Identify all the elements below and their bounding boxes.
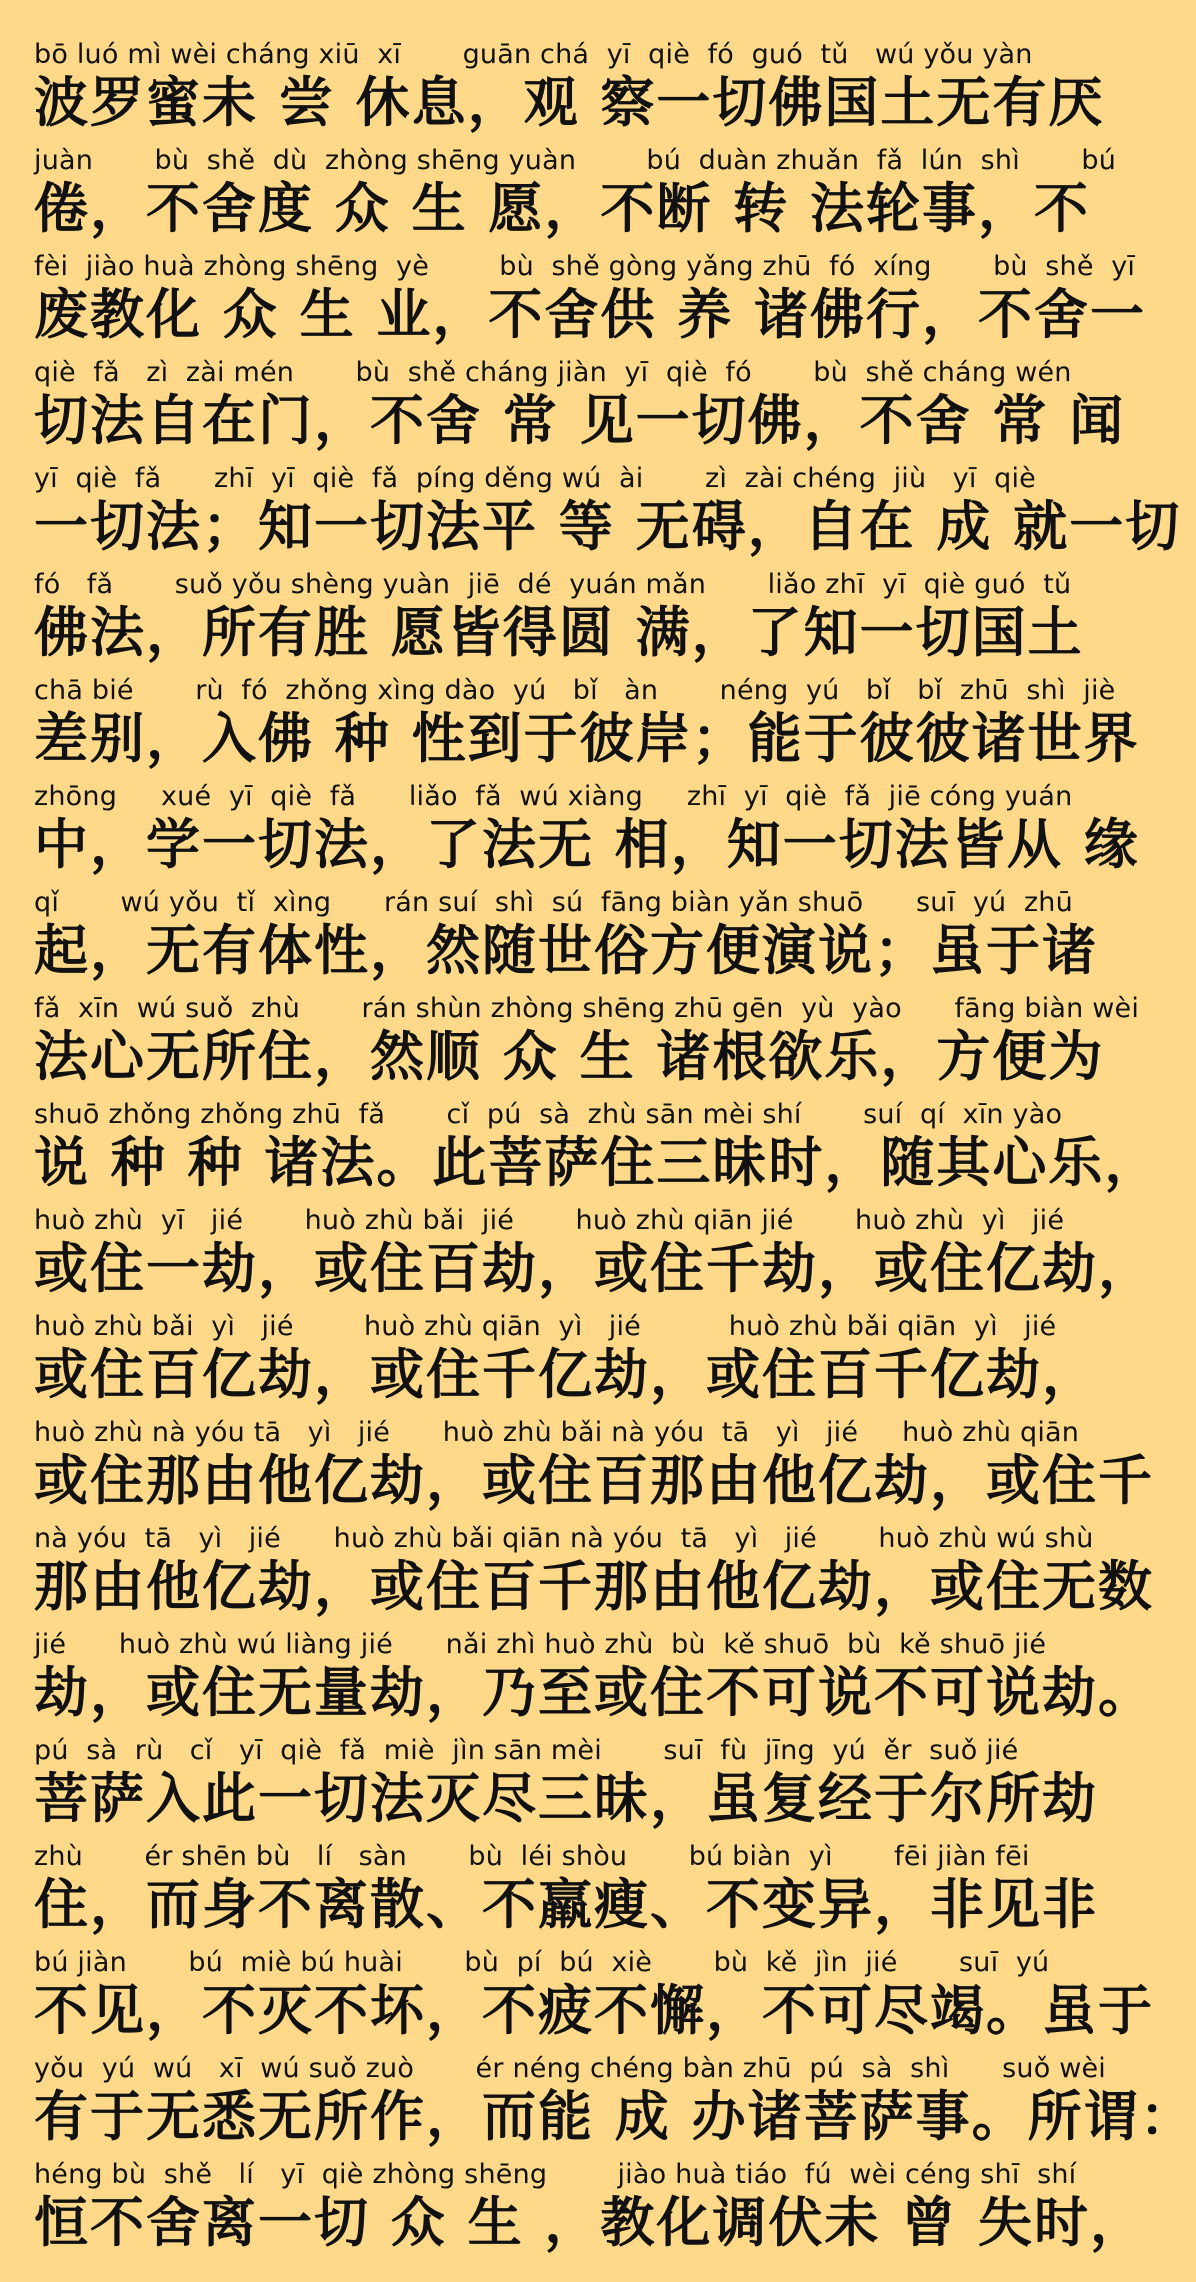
verse-line-1 — [34, 38, 1105, 144]
pinyin-line: huò zhù nà yóu tā yì jié huò zhù bǎi nà yóu tā yì jié huò zhù qiān — [34, 1417, 1080, 1448]
verse-line-7 — [34, 674, 1140, 780]
pinyin-line: shuō zhǒng zhǒng zhū fǎ cǐ pú sà zhù sān mèi shí suí qí xīn yào — [34, 1099, 1063, 1130]
pinyin-line: yī qiè fǎ zhī yī qiè fǎ píng děng wú ài zì zài chéng jiù yī qiè — [34, 463, 1036, 494]
pinyin-line: huò zhù bǎi yì jié huò zhù qiān yì jié huò zhù bǎi qiān yì jié — [34, 1311, 1057, 1342]
verse-line-13 — [34, 1310, 1098, 1416]
pinyin-line: zhōng xué yī qiè fǎ liǎo fǎ wú xiàng zhī yī qiè fǎ jiē cóng yuán — [34, 781, 1073, 812]
chinese-line: 起，无有体性，然随世俗方便演说；虽于诸 — [34, 919, 1098, 982]
chinese-line: 或住那由他亿劫，或住百那由他亿劫，或住千 — [34, 1449, 1154, 1512]
pinyin-line: bō luó mì wèi cháng xiū xī guān chá yī qiè fó guó tǔ wú yǒu yàn — [34, 39, 1033, 70]
verse-line-16 — [34, 1628, 1154, 1734]
pinyin-line: qǐ wú yǒu tǐ xìng rán suí shì sú fāng biàn yǎn shuō suī yú zhū — [34, 887, 1073, 918]
verse-line-19 — [34, 1946, 1154, 2052]
verse-line-11 — [34, 1098, 1161, 1204]
verse-line-15 — [34, 1522, 1154, 1628]
chinese-line: 或住百亿劫，或住千亿劫，或住百千亿劫， — [34, 1343, 1098, 1406]
verse-line-17 — [34, 1734, 1098, 1840]
pinyin-line: chā bié rù fó zhǒng xìng dào yú bǐ àn néng yú bǐ bǐ zhū shì jiè — [34, 675, 1116, 706]
chinese-line: 那由他亿劫，或住百千那由他亿劫，或住无数 — [34, 1555, 1154, 1618]
chinese-line: 法心无所住，然顺 众 生 诸根欲乐，方便为 — [34, 1025, 1105, 1088]
chinese-line: 中，学一切法，了法无 相，知一切法皆从 缘 — [34, 813, 1140, 876]
pinyin-line: pú sà rù cǐ yī qiè fǎ miè jìn sān mèi suī fù jīng yú ěr suǒ jié — [34, 1735, 1019, 1766]
chinese-line: 波罗蜜未 尝 休息，观 察一切佛国土无有厌 — [34, 71, 1105, 134]
pinyin-line: yǒu yú wú xī wú suǒ zuò ér néng chéng bàn zhū pú sà shì suǒ wèi — [34, 2053, 1106, 2084]
pinyin-line: huò zhù yī jié huò zhù bǎi jié huò zhù qiān jié huò zhù yì jié — [34, 1205, 1065, 1236]
pinyin-line: fó fǎ suǒ yǒu shèng yuàn jiē dé yuán mǎn liǎo zhī yī qiè guó tǔ — [34, 569, 1072, 600]
verse-line-20 — [34, 2052, 1196, 2158]
chinese-line: 不见，不灭不坏，不疲不懈，不可尽竭。虽于 — [34, 1979, 1154, 2042]
pinyin-line: bú jiàn bú miè bú huài bù pí bú xiè bù kě jìn jié suī yú — [34, 1947, 1050, 1978]
chinese-line: 住，而身不离散、不羸瘦、不变异，非见非 — [34, 1873, 1098, 1936]
pinyin-line: jié huò zhù wú liàng jié nǎi zhì huò zhù bù kě shuō bù kě shuō jié — [34, 1629, 1047, 1660]
verse-line-5 — [34, 462, 1182, 568]
chinese-line: 劫，或住无量劫，乃至或住不可说不可说劫。 — [34, 1661, 1154, 1724]
verse-line-4 — [34, 356, 1126, 462]
chinese-line: 或住一劫，或住百劫，或住千劫，或住亿劫， — [34, 1237, 1154, 1300]
pinyin-line: qiè fǎ zì zài mén bù shě cháng jiàn yī qiè fó bù shě cháng wén — [34, 357, 1072, 388]
chinese-line: 恒不舍离一切 众 生 ，教化调伏未 曾 失时， — [34, 2191, 1146, 2254]
chinese-line: 倦，不舍度 众 生 愿，不断 转 法轮事，不 — [34, 177, 1090, 240]
verse-line-9 — [34, 886, 1098, 992]
pinyin-line: héng bù shě lí yī qiè zhòng shēng jiào huà tiáo fú wèi céng shī shí — [34, 2159, 1077, 2190]
verse-line-14 — [34, 1416, 1154, 1522]
chinese-line: 废教化 众 生 业，不舍供 养 诸佛行，不舍一 — [34, 283, 1146, 346]
chinese-line: 切法自在门，不舍 常 见一切佛，不舍 常 闻 — [34, 389, 1126, 452]
pinyin-line: zhù ér shēn bù lí sàn bù léi shòu bú biàn yì fēi jiàn fēi — [34, 1841, 1030, 1872]
verse-line-3 — [34, 250, 1146, 356]
chinese-line: 佛法，所有胜 愿皆得圆 满，了知一切国土 — [34, 601, 1084, 664]
pinyin-line: nà yóu tā yì jié huò zhù bǎi qiān nà yóu tā yì jié huò zhù wú shù — [34, 1523, 1094, 1554]
pinyin-line: fǎ xīn wú suǒ zhù rán shùn zhòng shēng zhū gēn yù yào fāng biàn wèi — [34, 993, 1140, 1024]
verse-line-12 — [34, 1204, 1154, 1310]
verse-line-21 — [34, 2158, 1146, 2264]
chinese-line: 差别，入佛 种 性到于彼岸；能于彼彼诸世界 — [34, 707, 1140, 770]
chinese-line: 菩萨入此一切法灭尽三昧，虽复经于尔所劫 — [34, 1767, 1098, 1830]
pinyin-line: juàn bù shě dù zhòng shēng yuàn bú duàn zhuǎn fǎ lún shì bú — [34, 145, 1117, 176]
verse-line-18 — [34, 1840, 1098, 1946]
verse-line-6 — [34, 568, 1084, 674]
verse-line-10 — [34, 992, 1140, 1098]
chinese-line: 有于无悉无所作，而能 成 办诸菩萨事。所谓： — [34, 2085, 1196, 2148]
verse-line-8 — [34, 780, 1140, 886]
pinyin-line: fèi jiào huà zhòng shēng yè bù shě gòng yǎng zhū fó xíng bù shě yī — [34, 251, 1136, 282]
chinese-line: 一切法；知一切法平 等 无碍，自在 成 就一切 — [34, 495, 1182, 558]
chinese-line: 说 种 种 诸法。此菩萨住三昧时，随其心乐， — [34, 1131, 1161, 1194]
verse-line-2 — [34, 144, 1117, 250]
